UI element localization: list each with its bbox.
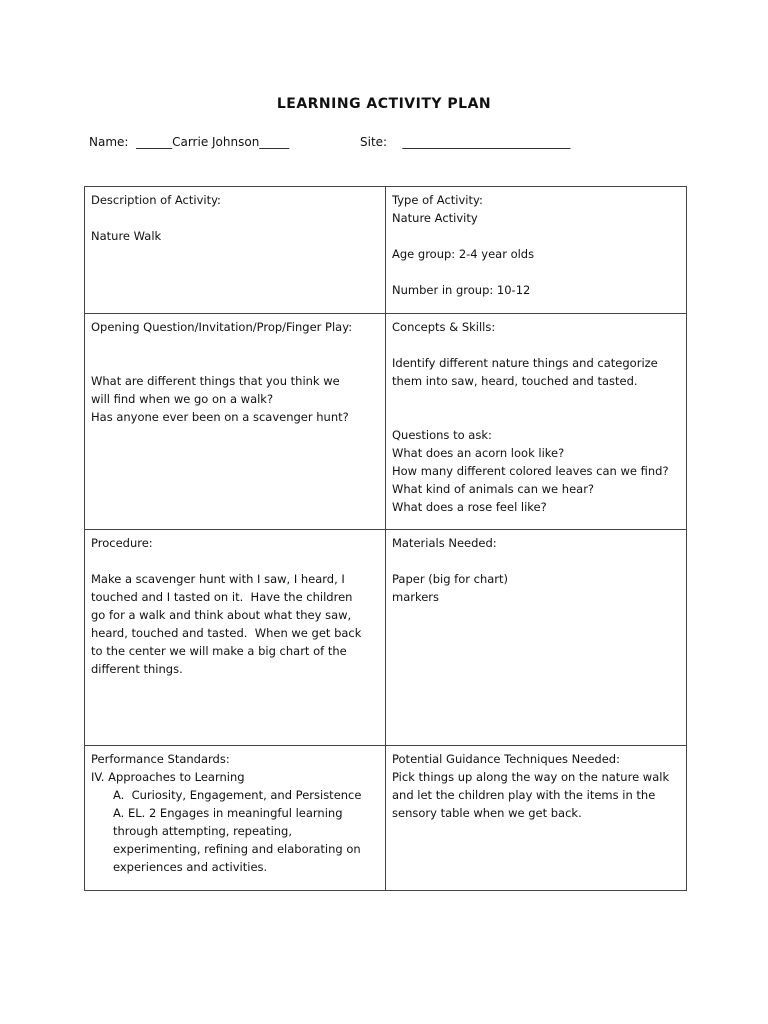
page-title: LEARNING ACTIVITY PLAN (276, 96, 492, 112)
procedure-line: touched and I tasted on it. Have the children (91, 590, 353, 604)
guidance-line: Pick things up along the way on the nature walk (392, 770, 670, 784)
type-label: Type of Activity: (392, 193, 483, 207)
description-label: Description of Activity: (91, 193, 221, 207)
question-item: What does an acorn look like? (392, 446, 565, 460)
site-value: ____________________________ (402, 135, 571, 149)
concepts-cell (386, 314, 687, 530)
procedure-label: Procedure: (91, 536, 153, 550)
name-label: Name: (89, 135, 129, 149)
standards-line: experimenting, refining and elaborating on (113, 842, 361, 856)
standards-label: Performance Standards: (91, 752, 230, 766)
guidance-cell (386, 746, 687, 891)
procedure-line: go for a walk and think about what they saw, (91, 608, 352, 622)
question-item: What kind of animals can we hear? (392, 482, 595, 496)
site-label: Site: (360, 135, 388, 149)
table-row (85, 314, 687, 530)
procedure-line: to the center we will make a big chart of the (91, 644, 347, 658)
standards-line: through attempting, repeating, (113, 824, 293, 838)
opening-label: Opening Question/Invitation/Prop/Finger Play: (91, 320, 353, 334)
question-item: What does a rose feel like? (392, 500, 547, 514)
standards-line: IV. Approaches to Learning (91, 770, 245, 784)
concepts-line: Identify different nature things and categorize (392, 356, 658, 370)
guidance-label: Potential Guidance Techniques Needed: (392, 752, 620, 766)
name-value: ______Carrie Johnson_____ (136, 135, 290, 149)
name-line (89, 135, 289, 149)
guidance-line: and let the children play with the items in the (392, 788, 656, 802)
procedure-line: Make a scavenger hunt with I saw, I heard, I (91, 572, 345, 586)
materials-cell (386, 530, 687, 746)
concepts-label: Concepts & Skills: (392, 320, 496, 334)
questions-label: Questions to ask: (392, 428, 492, 442)
description-value: Nature Walk (91, 229, 162, 243)
standards-cell (85, 746, 386, 891)
table-row (85, 187, 687, 314)
description-cell (85, 187, 386, 314)
opening-line: What are different things that you think we (91, 374, 340, 388)
concepts-line: them into saw, heard, touched and tasted. (392, 374, 638, 388)
materials-label: Materials Needed: (392, 536, 497, 550)
procedure-cell (85, 530, 386, 746)
type-cell (386, 187, 687, 314)
type-value: Nature Activity (392, 211, 478, 225)
opening-line: will find when we go on a walk? (91, 392, 274, 406)
opening-line: Has anyone ever been on a scavenger hunt? (91, 410, 349, 424)
question-item: How many different colored leaves can we find? (392, 464, 669, 478)
table-row (85, 746, 687, 891)
standards-line: A. EL. 2 Engages in meaningful learning (113, 806, 343, 820)
materials-item: Paper (big for chart) (392, 572, 509, 586)
table-row (85, 530, 687, 746)
procedure-line: different things. (91, 662, 183, 676)
procedure-line: heard, touched and tasted. When we get back (91, 626, 362, 640)
standards-line: A. Curiosity, Engagement, and Persistence (113, 788, 362, 802)
number-in-group: Number in group: 10-12 (392, 283, 531, 297)
opening-cell (85, 314, 386, 530)
plan-table (84, 186, 687, 891)
guidance-line: sensory table when we get back. (392, 806, 582, 820)
standards-line: experiences and activities. (113, 860, 268, 874)
materials-item: markers (392, 590, 440, 604)
age-group: Age group: 2-4 year olds (392, 247, 535, 261)
site-line (360, 135, 570, 149)
